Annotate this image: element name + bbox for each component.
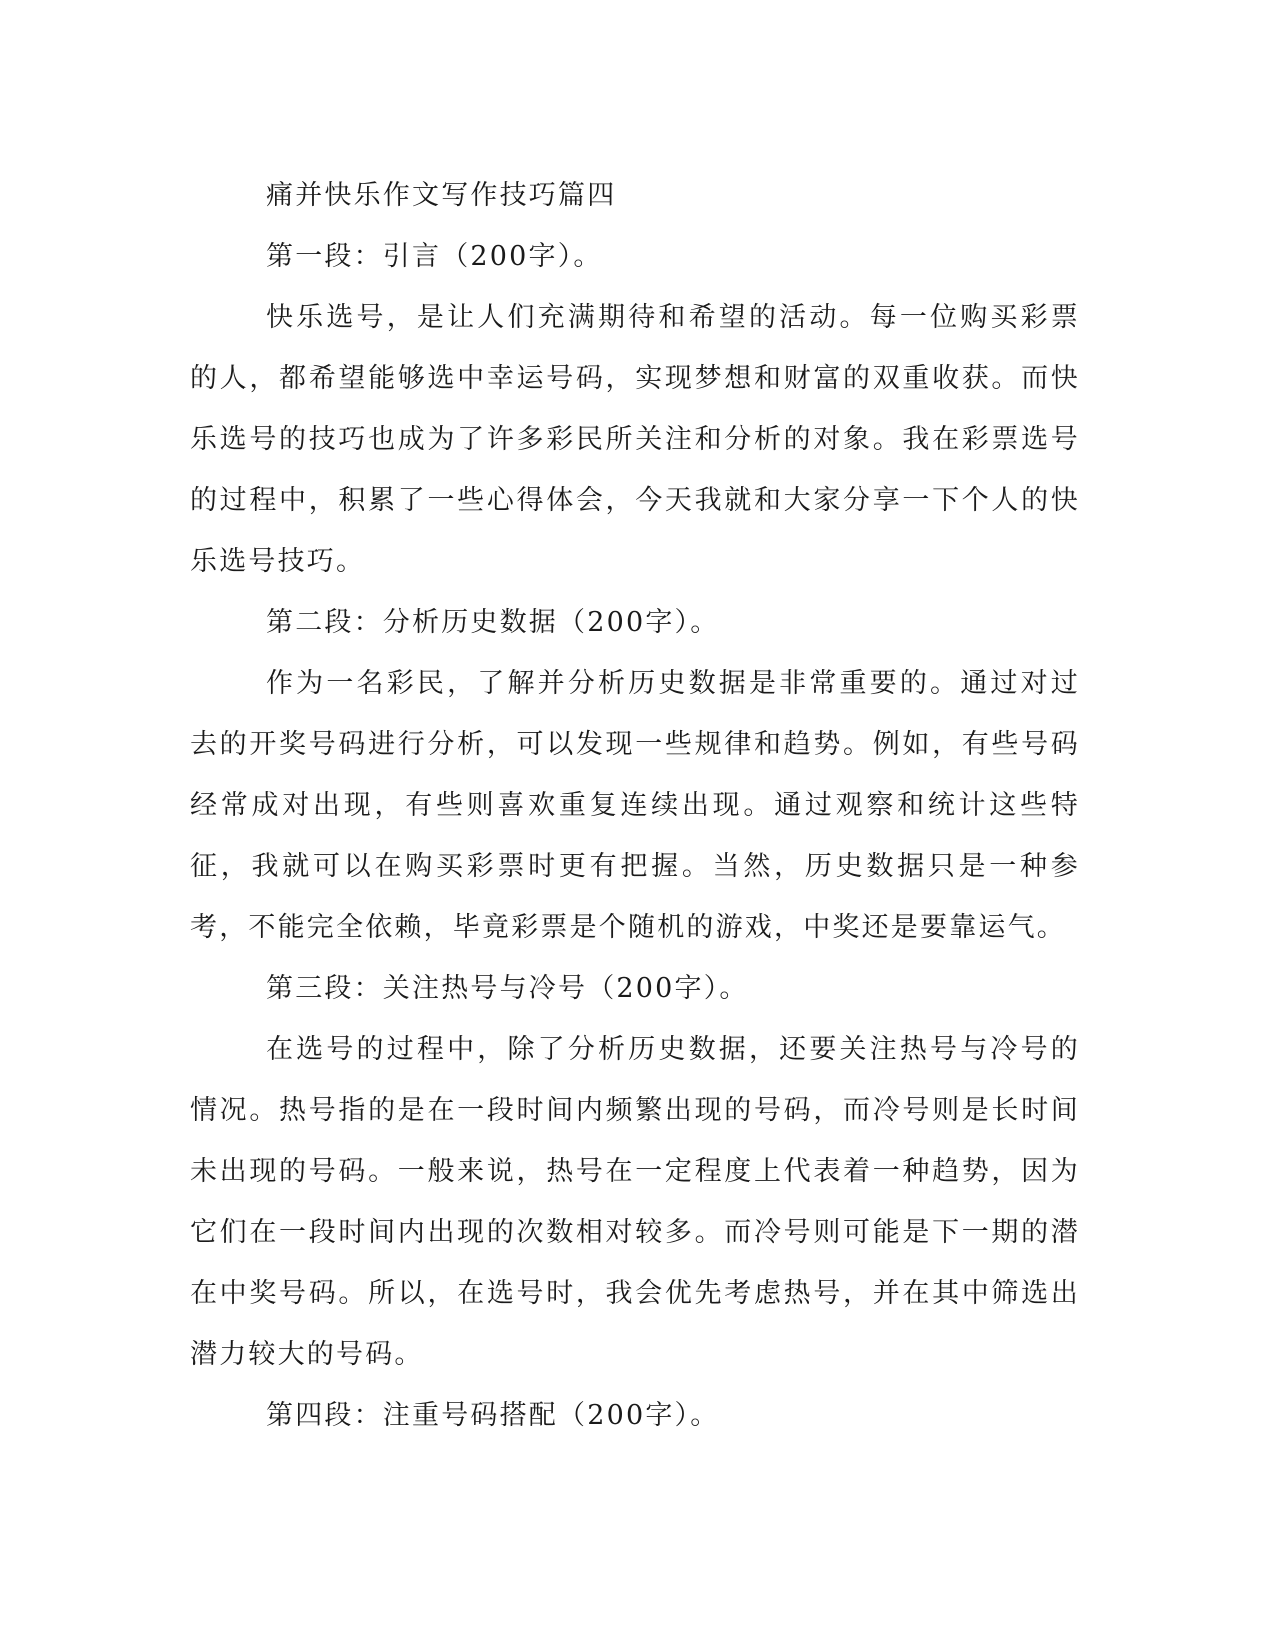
section-heading-4: 第四段：注重号码搭配（200字）。 xyxy=(266,1400,720,1431)
section-heading-1: 第一段：引言（200字）。 xyxy=(266,241,603,272)
document-title: 痛并快乐作文写作技巧篇四 xyxy=(266,180,617,211)
paragraph-2: 作为一名彩民，了解并分析历史数据是非常重要的。通过对过去的开奖号码进行分析，可以发现一些规律和趋势。例如，有些号码经常成对出现，有些则喜欢重复连续出现。通过观察和统计这些特征，我就可以在购买彩票时更有把握。当然，历史数据只是一种参考，不能完全依赖，毕竟彩票是个随机的游戏，中奖还是要靠运气。 xyxy=(190,668,1080,943)
paragraph-3: 在选号的过程中，除了分析历史数据，还要关注热号与冷号的情况。热号指的是在一段时间内频繁出现的号码，而冷号则是长时间未出现的号码。一般来说，热号在一定程度上代表着一种趋势，因为它们在一段时间内出现的次数相对较多。而冷号则可能是下一期的潜在中奖号码。所以，在选号时，我会优先考虑热号，并在其中筛选出潜力较大的号码。 xyxy=(190,1034,1080,1370)
document-body xyxy=(190,165,1080,1446)
paragraph-1: 快乐选号，是让人们充满期待和希望的活动。每一位购买彩票的人，都希望能够选中幸运号码，实现梦想和财富的双重收获。而快乐选号的技巧也成为了许多彩民所关注和分析的对象。我在彩票选号的过程中，积累了一些心得体会，今天我就和大家分享一下个人的快乐选号技巧。 xyxy=(190,302,1080,577)
section-heading-2: 第二段：分析历史数据（200字）。 xyxy=(266,607,720,638)
section-heading-3: 第三段：关注热号与冷号（200字）。 xyxy=(266,973,749,1004)
